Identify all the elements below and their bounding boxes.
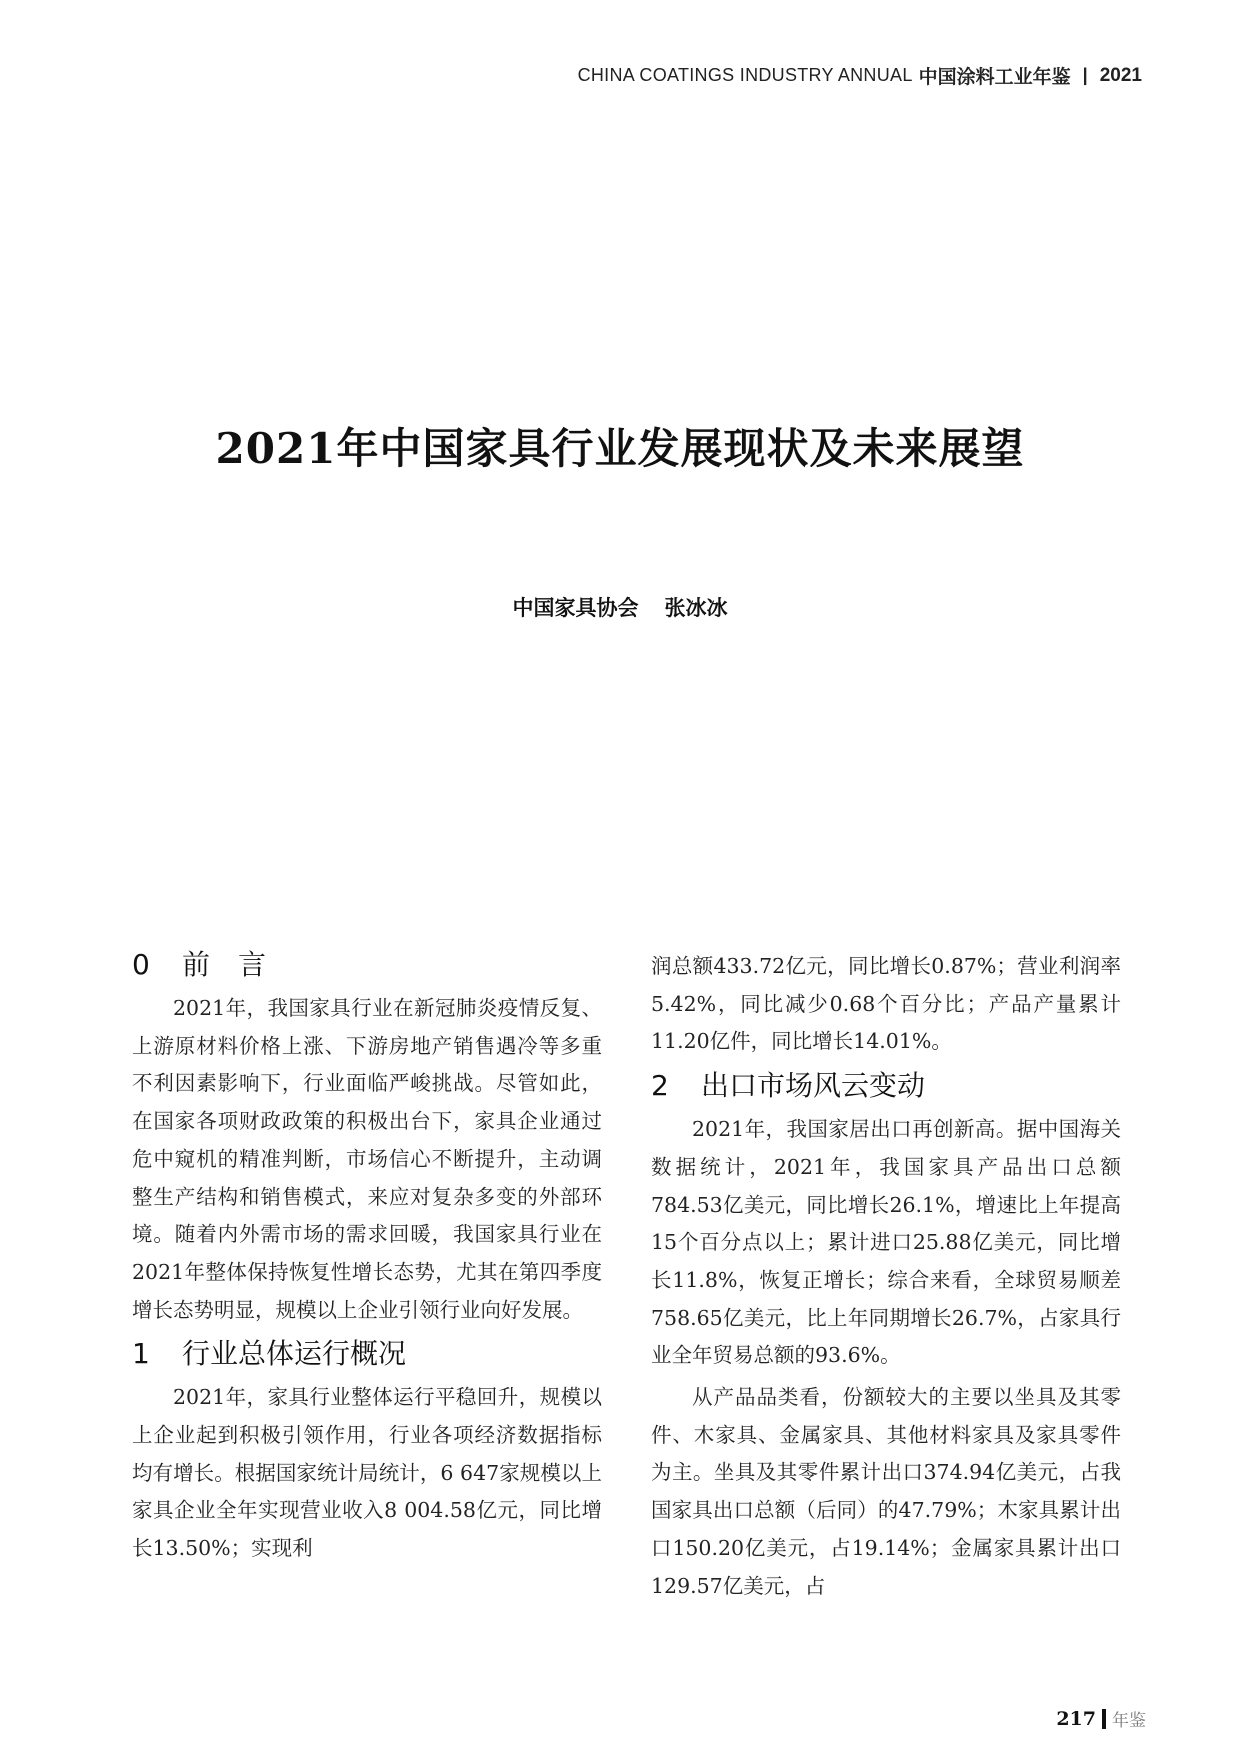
- section-number: 2: [651, 1069, 669, 1103]
- left-column: [132, 940, 602, 1568]
- export-paragraph-2: 从产品品类看，份额较大的主要以坐具及其零件、木家具、金属家具、其他材料家具及家具零件为主。坐具及其零件累计出口374.94亿美元，占我国家具出口总额（后同）的47.79%；木家具累计出口150.20亿美元，占19.14%；金属家具累计出口129.57亿美元，占: [651, 1385, 1121, 1598]
- page-number: 217: [1056, 1707, 1096, 1730]
- running-header: [578, 62, 1142, 89]
- export-paragraph-1: 2021年，我国家居出口再创新高。据中国海关数据统计，2021年，我国家具产品出口总额784.53亿美元，同比增长26.1%，增速比上年提高15个百分点以上；累计进口25.88亿美元，同比增长11.8%，恢复正增长；综合来看，全球贸易顺差758.65亿美元，比上年同期增长26.7%，占家具行业全年贸易总额的93.6%。: [651, 1117, 1121, 1368]
- header-chinese-title: 中国涂料工业年鉴: [918, 67, 1071, 88]
- section-heading-overview: [132, 1329, 602, 1379]
- page-footer: [1056, 1706, 1146, 1731]
- footer-divider: [1102, 1709, 1106, 1729]
- section-title: 前 言: [182, 948, 267, 981]
- footer-label: 年鉴: [1112, 1711, 1146, 1731]
- section-title: 行业总体运行概况: [182, 1337, 407, 1371]
- article-title: 2021年中国家具行业发展现状及未来展望: [215, 424, 1025, 474]
- overview-paragraph: 2021年，家具行业整体运行平稳回升，规模以上企业起到积极引领作用，行业各项经济数据指标均有增长。根据国家统计局统计，6 647家规模以上家具企业全年实现营业收入8 004.58亿元，同比增长13.50%；实现利: [132, 1385, 602, 1561]
- header-separator: |: [1082, 65, 1088, 85]
- section-number: 1: [132, 1337, 150, 1371]
- author-organization: 中国家具协会: [512, 596, 639, 620]
- section-heading-preface: [132, 940, 602, 990]
- section-title: 出口市场风云变动: [701, 1069, 926, 1103]
- section-number: 0: [132, 948, 150, 981]
- section-heading-export: [651, 1061, 1121, 1111]
- header-year: 2021: [1099, 64, 1142, 86]
- preface-paragraph: 2021年，我国家具行业在新冠肺炎疫情反复、上游原材料价格上涨、下游房地产销售遇冷等多重不利因素影响下，行业面临严峻挑战。尽管如此，在国家各项财政政策的积极出台下，家具企业通过危中窥机的精准判断，市场信心不断提升，主动调整生产结构和销售模式，来应对复杂多变的外部环境。随着内外需市场的需求回暖，我国家具行业在2021年整体保持恢复性增长态势，尤其在第四季度增长态势明显，规模以上企业引领行业向好发展。: [132, 996, 602, 1322]
- author-line: [0, 592, 1240, 622]
- header-english-title: CHINA COATINGS INDUSTRY ANNUAL: [577, 65, 913, 85]
- author-name: 张冰冰: [664, 596, 728, 620]
- right-column: [651, 948, 1121, 1605]
- continuation-paragraph: 润总额433.72亿元，同比增长0.87%；营业利润率5.42%，同比减少0.68个百分比；产品产量累计11.20亿件，同比增长14.01%。: [651, 954, 1121, 1054]
